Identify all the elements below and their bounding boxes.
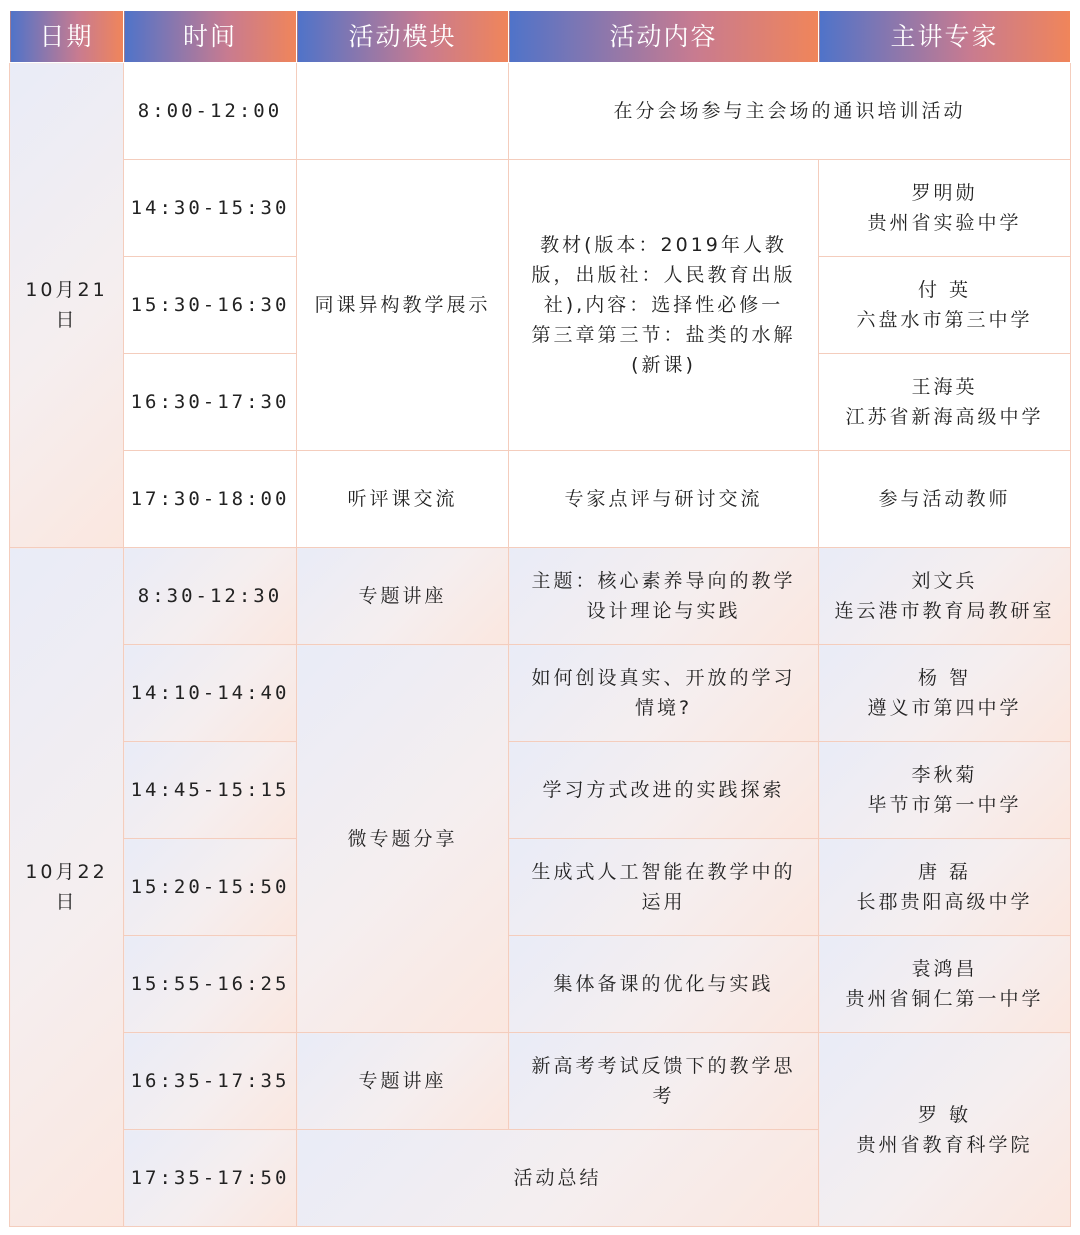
- expert-affiliation: 贵州省实验中学: [867, 212, 1022, 234]
- expert-name: 付 英: [917, 279, 972, 301]
- content-cell: [509, 63, 1071, 160]
- module-cell: 专题讲座: [297, 548, 509, 645]
- expert-name: 罗 敏: [917, 1103, 972, 1126]
- header-content: 活动内容: [509, 11, 819, 63]
- schedule-table: [9, 10, 1071, 1227]
- header-date: 日期: [10, 11, 124, 63]
- content-line: (新课): [631, 354, 696, 376]
- expert-affiliation: 毕节市第一中学: [867, 794, 1022, 816]
- content-line: 运用: [641, 891, 686, 913]
- expert-cell: [819, 839, 1071, 936]
- expert-name: 参与活动教师: [878, 488, 1011, 510]
- expert-affiliation: 六盘水市第三中学: [856, 309, 1033, 331]
- expert-affiliation: 连云港市教育局教研室: [834, 600, 1055, 622]
- module-cell: 微专题分享: [297, 645, 509, 1033]
- time-cell: 14:30-15:30: [124, 160, 297, 257]
- content-line: 教材(版本：2019年人教: [540, 234, 787, 256]
- content-cell: [509, 548, 819, 645]
- expert-cell: [819, 742, 1071, 839]
- content-cell: [509, 160, 819, 451]
- content-cell: [509, 645, 819, 742]
- expert-affiliation: 江苏省新海高级中学: [845, 406, 1044, 428]
- time-cell: 8:00-12:00: [124, 63, 297, 160]
- table-row: [10, 160, 1071, 257]
- module-cell: [297, 63, 509, 160]
- content-line: 主题：核心素养导向的教学: [531, 570, 796, 592]
- expert-name: 李秋菊: [911, 764, 978, 786]
- expert-affiliation: 贵州省铜仁第一中学: [845, 988, 1044, 1010]
- expert-cell: [819, 354, 1071, 451]
- content-line: 设计理论与实践: [586, 600, 741, 622]
- table-row: [10, 548, 1071, 645]
- expert-cell: [819, 257, 1071, 354]
- header-expert: 主讲专家: [819, 11, 1071, 63]
- module-cell: 听评课交流: [297, 451, 509, 548]
- table-row: [10, 63, 1071, 160]
- time-cell: 14:10-14:40: [124, 645, 297, 742]
- expert-cell: [819, 451, 1071, 548]
- time-cell: 17:35-17:50: [124, 1130, 297, 1227]
- expert-name: 袁鸿昌: [911, 958, 978, 980]
- content-cell: [509, 1033, 819, 1130]
- expert-name: 杨 智: [917, 667, 972, 689]
- table-row: [10, 742, 1071, 839]
- expert-name: 罗明勋: [911, 182, 978, 204]
- time-cell: 15:55-16:25: [124, 936, 297, 1033]
- expert-name: 王海英: [911, 376, 978, 398]
- header-row: [10, 11, 1071, 63]
- table-row: [10, 451, 1071, 548]
- content-cell: [509, 451, 819, 548]
- header-module: 活动模块: [297, 11, 509, 63]
- expert-cell: [819, 160, 1071, 257]
- content-line: 新高考考试反馈下的教学思: [531, 1055, 796, 1077]
- expert-cell: [819, 1033, 1071, 1227]
- time-cell: 14:45-15:15: [124, 742, 297, 839]
- time-cell: 15:20-15:50: [124, 839, 297, 936]
- content-line: 情境?: [634, 697, 693, 719]
- content-line: 在分会场参与主会场的通识培训活动: [613, 100, 966, 122]
- expert-cell: [819, 936, 1071, 1033]
- expert-affiliation: 贵州省教育科学院: [856, 1133, 1033, 1156]
- date-cell: 10月21日: [10, 63, 124, 548]
- content-cell: [509, 936, 819, 1033]
- time-cell: 8:30-12:30: [124, 548, 297, 645]
- expert-affiliation: 长郡贵阳高级中学: [856, 891, 1033, 913]
- content-line: 考: [652, 1085, 675, 1107]
- time-cell: 16:35-17:35: [124, 1033, 297, 1130]
- content-line: 如何创设真实、开放的学习: [531, 667, 796, 689]
- content-line: 生成式人工智能在教学中的: [531, 861, 796, 883]
- content-line: 版，出版社：人民教育出版: [531, 264, 796, 286]
- summary-cell: 活动总结: [297, 1130, 819, 1227]
- expert-name: 唐 磊: [917, 861, 972, 883]
- table-row: [10, 936, 1071, 1033]
- content-cell: [509, 742, 819, 839]
- expert-cell: [819, 645, 1071, 742]
- time-cell: 16:30-17:30: [124, 354, 297, 451]
- expert-name: 刘文兵: [911, 570, 978, 592]
- module-cell: 同课异构教学展示: [297, 160, 509, 451]
- content-line: 专家点评与研讨交流: [564, 488, 763, 510]
- table-row: [10, 645, 1071, 742]
- header-time: 时间: [124, 11, 297, 63]
- table-row: [10, 839, 1071, 936]
- time-cell: 15:30-16:30: [124, 257, 297, 354]
- content-line: 集体备课的优化与实践: [553, 973, 774, 995]
- module-cell: 专题讲座: [297, 1033, 509, 1130]
- time-cell: 17:30-18:00: [124, 451, 297, 548]
- content-cell: [509, 839, 819, 936]
- date-cell: 10月22日: [10, 548, 124, 1227]
- content-line: 社),内容：选择性必修一: [543, 294, 784, 316]
- expert-cell: [819, 548, 1071, 645]
- table-row: [10, 1033, 1071, 1130]
- content-line: 学习方式改进的实践探索: [542, 779, 785, 801]
- expert-affiliation: 遵义市第四中学: [867, 697, 1022, 719]
- content-line: 第三章第三节：盐类的水解: [531, 324, 796, 346]
